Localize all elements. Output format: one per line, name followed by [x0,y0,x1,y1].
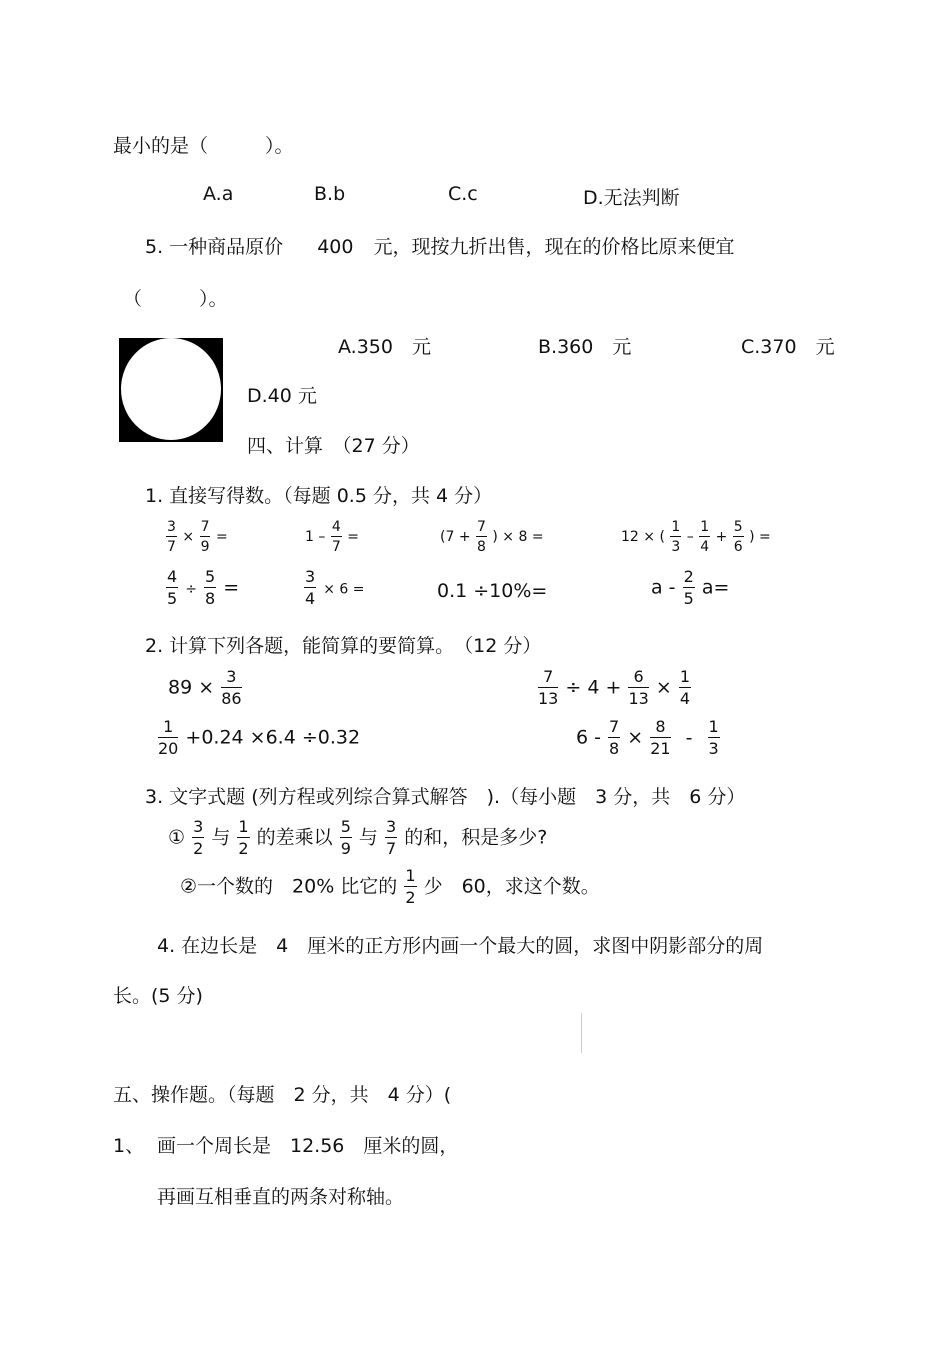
operator: ÷ [185,581,197,598]
fraction: $\frac{1}{4}$ [700,519,710,555]
word-problem-2 [180,868,600,906]
expr-prefix: 89 × [168,676,215,699]
calc-item [157,719,360,757]
question-4-tail: 最小的是（ ）。 [113,135,294,157]
fraction: $\frac{1}{3}$ [708,717,719,758]
expr-mid: ÷ 4 + [565,676,622,699]
operator: × [182,529,195,545]
operator: × [627,726,644,749]
equals: = [347,529,359,545]
word-problem-1 [168,819,547,857]
expr-suffix: a= [701,576,730,599]
question-5 [145,232,735,259]
fraction: $\frac{3}{4}$ [305,567,316,608]
text: 的差乘以 [256,826,333,849]
op-q1-line1: 画一个周长是 12.56 厘米的圆， [157,1135,459,1157]
calc-item [305,520,359,554]
fraction: $\frac{7}{13}$ [538,667,559,708]
q5-option-a: A.350 元 [338,336,431,358]
text: 与 [211,826,231,849]
calc-item [576,719,721,757]
calc-q1-heading: 1. 直接写得数。（每题 0.5 分，共 4 分） [145,485,493,507]
fraction: $\frac{3}{7}$ [167,519,176,555]
calc-q2-heading: 2. 计算下列各题，能简算的要简算。 （12 分） [145,635,542,657]
calc-item [168,669,243,707]
calc-item: 0.1 ÷10%= [437,580,548,602]
fraction: $\frac{3}{7}$ [385,817,397,858]
expr-suffix: ) = [749,529,771,545]
calc-item [440,520,544,554]
expr-suffix: × 6 = [323,581,365,598]
q4-option-b: B.b [314,183,346,205]
section-4-title: 四、计算 （27 分） [247,435,420,457]
fraction: $\frac{2}{5}$ [683,567,694,608]
q5-stem-a: 5. 一种商品原价 [145,236,284,258]
expr-prefix: 12 × ( [621,529,665,545]
fraction: $\frac{1}{4}$ [679,667,691,708]
fraction: $\frac{4}{7}$ [331,519,341,555]
q5-price: 400 [317,236,354,258]
q5-option-b: B.360 元 [538,336,632,358]
square-circle-figure [119,338,223,442]
fraction: $\frac{5}{9}$ [340,817,351,858]
op-q1-number: 1、 [113,1135,145,1157]
equals: = [223,576,240,599]
expr-prefix: (7 + [440,529,471,545]
q5-option-c: C.370 元 [741,336,835,358]
calc-q3-heading: 3. 文字式题 (列方程或列综合算式解答 ).（每小题 3 分，共 6 分） [145,786,746,808]
fraction: $\frac{3}{2}$ [193,817,204,858]
text: ②一个数的 20% 比它的 [180,875,398,898]
text: 的和，积是多少? [404,826,548,849]
text: 少 60，求这个数。 [423,875,600,898]
op-q1-line2: 再画互相垂直的两条对称轴。 [157,1186,405,1208]
q5-blank: （ ）。 [123,288,228,310]
fraction: $\frac{1}{2}$ [405,866,416,907]
fraction: $\frac{6}{13}$ [628,667,649,708]
fraction: $\frac{5}{8}$ [205,567,216,608]
fraction: $\frac{4}{5}$ [167,567,178,608]
divider-mark [581,1013,582,1053]
fraction: $\frac{1}{20}$ [158,717,179,758]
calc-item [165,569,239,607]
item-marker: ① [168,826,186,849]
fraction: $\frac{3}{86}$ [221,667,242,708]
fraction: $\frac{1}{3}$ [671,519,681,555]
operator: + [715,529,728,545]
section-5-title: 五、操作题。（每题 2 分，共 4 分）( [113,1084,452,1106]
calc-item [303,569,365,607]
expr-prefix: 6 - [576,726,601,749]
fraction: $\frac{1}{2}$ [238,817,249,858]
calc-q4-line2: 长。(5 分) [113,985,203,1007]
text: 与 [358,826,378,849]
fraction: $\frac{8}{21}$ [650,717,671,758]
expr-suffix: +0.24 ×6.4 ÷0.32 [185,726,361,749]
q5-stem-b: 元，现按九折出售，现在的价格比原来便宜 [373,236,735,258]
q5-option-d: D.40 元 [247,385,317,407]
calc-item [621,520,771,554]
calc-item [651,569,729,607]
calc-item [537,669,692,707]
operator: – [686,529,694,545]
fraction: $\frac{7}{9}$ [200,519,210,555]
expr-suffix: ) × 8 = [492,529,544,545]
expr-prefix: 1 – [305,529,326,545]
q4-option-a: A.a [203,183,234,205]
fraction: $\frac{7}{8}$ [609,717,620,758]
operator: - [685,726,693,749]
fraction: $\frac{5}{6}$ [733,519,743,555]
equals: = [215,529,228,545]
expr-prefix: a - [651,576,676,599]
q4-option-d: D.无法判断 [583,187,680,209]
q4-option-c: C.c [448,183,478,205]
calc-q4-line1: 4. 在边长是 4 厘米的正方形内画一个最大的圆，求图中阴影部分的周 [157,935,764,957]
operator: × [655,676,672,699]
calc-item [165,520,228,554]
fraction: $\frac{7}{8}$ [477,519,486,555]
